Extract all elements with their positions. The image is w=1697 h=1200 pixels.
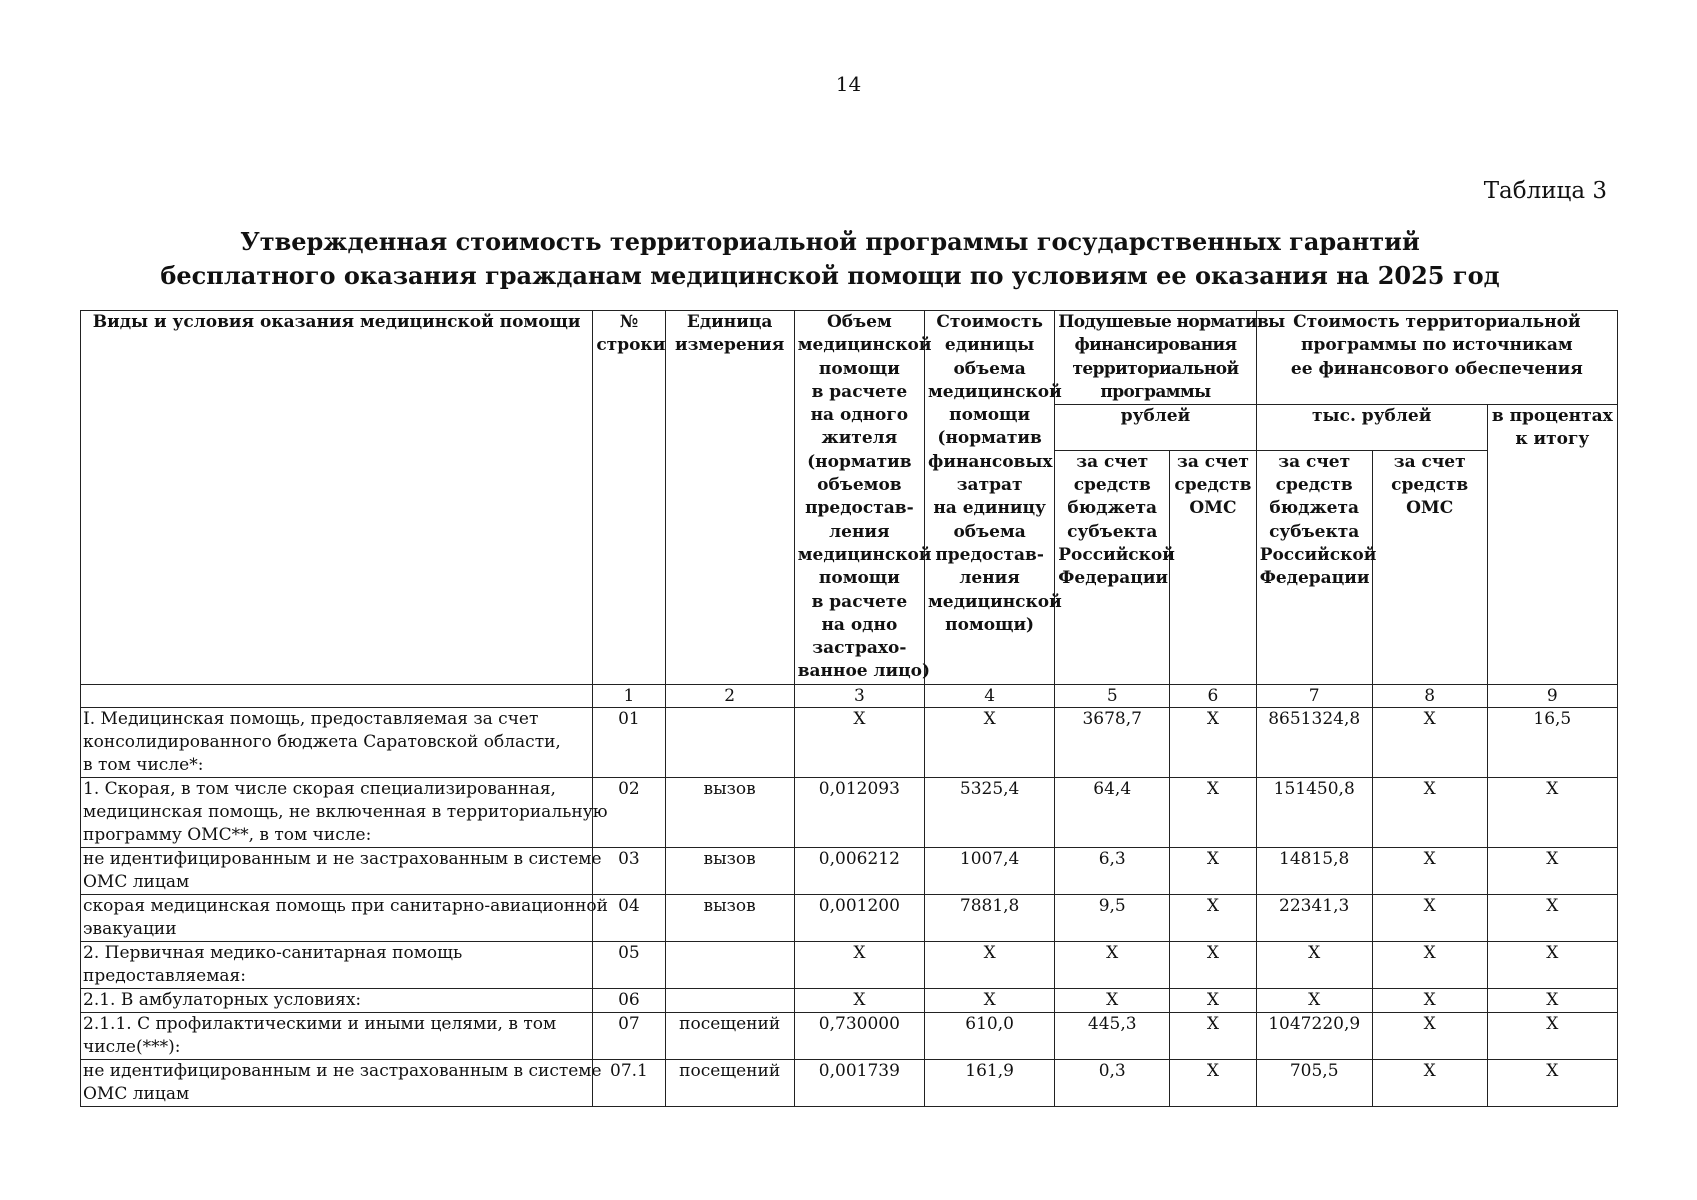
cost-table bbox=[80, 310, 1618, 1107]
header-line: Российской bbox=[1259, 544, 1377, 565]
row-name bbox=[81, 707, 593, 777]
header-line: измерения bbox=[674, 335, 785, 356]
row-name-line: ОМС лицам bbox=[83, 1083, 190, 1104]
header-volume bbox=[794, 311, 932, 685]
column-number: 2 bbox=[665, 684, 794, 707]
header-rubles: рублей bbox=[1055, 405, 1256, 451]
header-line: за счет bbox=[1076, 451, 1149, 472]
header-oms-percapita bbox=[1170, 450, 1256, 684]
table-row bbox=[81, 777, 1618, 847]
header-line: затрат bbox=[956, 475, 1023, 496]
cell-c5: 64,4 bbox=[1055, 777, 1170, 847]
column-number: 6 bbox=[1170, 684, 1256, 707]
header-budget-percapita bbox=[1055, 450, 1175, 684]
header-line: субъекта bbox=[1269, 521, 1360, 542]
cell-c7: 705,5 bbox=[1256, 1059, 1372, 1106]
header-row-number bbox=[593, 311, 665, 685]
row-name-line: 2.1. В амбулаторных условиях: bbox=[83, 989, 362, 1010]
header-line: медицинской bbox=[797, 335, 932, 356]
row-name-line: предоставляемая: bbox=[83, 965, 247, 986]
header-line: № bbox=[619, 312, 639, 332]
cell-c7: 22341,3 bbox=[1256, 894, 1372, 941]
cell-c3: Х bbox=[794, 941, 924, 988]
cell-c5: Х bbox=[1055, 941, 1170, 988]
header-line: объема bbox=[953, 521, 1026, 542]
row-name-line: скорая медицинская помощь при санитарно-авиационной bbox=[83, 895, 608, 916]
header-line: средств bbox=[1391, 475, 1469, 496]
row-name bbox=[81, 1012, 593, 1059]
document-title bbox=[0, 225, 1660, 293]
header-line: ления bbox=[959, 568, 1020, 589]
header-line: медицинской bbox=[928, 591, 1062, 612]
cell-row-no: 06 bbox=[593, 988, 665, 1012]
cell-c4: Х bbox=[925, 941, 1055, 988]
cell-c7: 1047220,9 bbox=[1256, 1012, 1372, 1059]
table-label: Таблица 3 bbox=[1483, 178, 1607, 204]
cell-c9: Х bbox=[1487, 894, 1617, 941]
row-name-line: I. Медицинская помощь, предоставляемая за счет bbox=[83, 708, 539, 729]
header-line: медицинской bbox=[797, 544, 932, 565]
cell-c8: Х bbox=[1372, 894, 1487, 941]
cell-unit: вызов bbox=[665, 777, 794, 847]
header-line: на одного bbox=[810, 405, 909, 426]
header-line: Объем bbox=[826, 312, 892, 332]
header-line: средств bbox=[1174, 475, 1252, 496]
cell-c6: Х bbox=[1170, 1059, 1256, 1106]
column-number bbox=[81, 684, 593, 707]
header-line: финансирования bbox=[1074, 335, 1237, 356]
cell-c5: Х bbox=[1055, 988, 1170, 1012]
header-line: бюджета bbox=[1269, 498, 1360, 519]
header-budget-program bbox=[1256, 450, 1377, 684]
row-name-line: ОМС лицам bbox=[83, 871, 190, 892]
table-row bbox=[81, 847, 1618, 894]
header-line: Стоимость территориальной bbox=[1293, 312, 1581, 332]
cell-c4: 161,9 bbox=[925, 1059, 1055, 1106]
cell-c9: Х bbox=[1487, 988, 1617, 1012]
table-row bbox=[81, 941, 1618, 988]
header-percapita-group bbox=[1055, 311, 1285, 405]
cell-c4: 1007,4 bbox=[925, 847, 1055, 894]
cell-c6: Х bbox=[1170, 707, 1256, 777]
cell-c5: 3678,7 bbox=[1055, 707, 1170, 777]
row-name bbox=[81, 894, 608, 941]
column-numbers-row bbox=[81, 684, 1618, 707]
cell-row-no: 01 bbox=[593, 707, 665, 777]
page-number: 14 bbox=[835, 72, 862, 96]
cell-c4: Х bbox=[925, 707, 1055, 777]
cell-unit: посещений bbox=[665, 1059, 794, 1106]
title-line: бесплатного оказания гражданам медицинской помощи по условиям ее оказания на 2025 год bbox=[160, 261, 1500, 290]
cell-c8: Х bbox=[1372, 1012, 1487, 1059]
header-line: на одно bbox=[821, 614, 898, 635]
header-thousand-rubles: тыс. рублей bbox=[1256, 405, 1487, 451]
header-unit-cost bbox=[925, 311, 1062, 685]
header-line: субъекта bbox=[1067, 521, 1158, 542]
header-line: ОМС bbox=[1189, 498, 1237, 519]
row-name bbox=[81, 988, 593, 1012]
column-number: 9 bbox=[1487, 684, 1617, 707]
header-line: средств bbox=[1073, 475, 1151, 496]
row-name-line: 1. Скорая, в том числе скорая специализированная, bbox=[83, 778, 556, 799]
header-line: жителя bbox=[821, 428, 898, 449]
header-line: Единица bbox=[686, 312, 773, 332]
cell-c5: 9,5 bbox=[1055, 894, 1170, 941]
header-line: строки bbox=[596, 335, 666, 356]
row-name-line: 2. Первичная медико-санитарная помощь bbox=[83, 942, 463, 963]
cell-unit bbox=[665, 707, 794, 777]
row-name-line: в том числе*: bbox=[83, 754, 204, 775]
cell-unit: вызов bbox=[665, 894, 794, 941]
header-line: ОМС bbox=[1406, 498, 1454, 519]
header-line: Стоимость bbox=[936, 312, 1043, 332]
cell-c4: 610,0 bbox=[925, 1012, 1055, 1059]
header-line: помощи bbox=[818, 568, 900, 589]
cell-row-no: 05 bbox=[593, 941, 665, 988]
cell-c4: 7881,8 bbox=[925, 894, 1055, 941]
cell-c7: Х bbox=[1256, 941, 1372, 988]
header-percent bbox=[1487, 405, 1617, 685]
header-line: застрахо- bbox=[812, 638, 907, 659]
header-line: ее финансового обеспечения bbox=[1290, 358, 1583, 379]
header-line: в расчете bbox=[811, 381, 908, 402]
column-number: 7 bbox=[1256, 684, 1372, 707]
cell-c9: Х bbox=[1487, 941, 1617, 988]
cell-c9: Х bbox=[1487, 777, 1617, 847]
cell-c4: 5325,4 bbox=[925, 777, 1055, 847]
row-name-line: программу ОМС**, в том числе: bbox=[83, 824, 372, 845]
row-name-line: консолидированного бюджета Саратовской области, bbox=[83, 731, 561, 752]
row-name-line: медицинская помощь, не включенная в территориальную bbox=[83, 801, 608, 822]
header-line: Федерации bbox=[1058, 568, 1169, 589]
cell-c6: Х bbox=[1170, 988, 1256, 1012]
cell-c9: Х bbox=[1487, 847, 1617, 894]
cell-unit: вызов bbox=[665, 847, 794, 894]
header-line: (норматив bbox=[937, 428, 1042, 449]
header-line: на единицу bbox=[933, 498, 1046, 519]
header-line: помощи bbox=[949, 405, 1031, 426]
header-line: территориальной bbox=[1072, 358, 1239, 379]
cell-c3: 0,001200 bbox=[794, 894, 924, 941]
cell-c8: Х bbox=[1372, 707, 1487, 777]
cell-unit bbox=[665, 988, 794, 1012]
title-line: Утвержденная стоимость территориальной программы государственных гарантий bbox=[240, 227, 1420, 256]
column-number: 8 bbox=[1372, 684, 1487, 707]
header-line: (норматив bbox=[807, 451, 912, 472]
cell-c8: Х bbox=[1372, 941, 1487, 988]
cell-c7: Х bbox=[1256, 988, 1372, 1012]
cell-row-no: 07.1 bbox=[593, 1059, 665, 1106]
cell-c5: 0,3 bbox=[1055, 1059, 1170, 1106]
header-line: предостав- bbox=[935, 544, 1044, 565]
cell-c9: Х bbox=[1487, 1059, 1617, 1106]
row-name-line: 2.1.1. С профилактическими и иными целями, в том bbox=[83, 1013, 557, 1034]
header-line: программы bbox=[1100, 381, 1211, 402]
header-name: Виды и условия оказания медицинской помощи bbox=[81, 311, 593, 685]
cell-c8: Х bbox=[1372, 847, 1487, 894]
cell-c6: Х bbox=[1170, 894, 1256, 941]
row-name-line: эвакуации bbox=[83, 918, 177, 939]
column-number: 5 bbox=[1055, 684, 1170, 707]
row-name bbox=[81, 941, 593, 988]
table-row bbox=[81, 988, 1618, 1012]
header-line: предостав- bbox=[805, 498, 914, 519]
cell-c3: 0,001739 bbox=[794, 1059, 924, 1106]
row-name bbox=[81, 777, 608, 847]
cell-c3: Х bbox=[794, 707, 924, 777]
cell-c3: 0,012093 bbox=[794, 777, 924, 847]
header-line: за счет bbox=[1278, 451, 1351, 472]
header-line: объема bbox=[953, 358, 1026, 379]
cell-c3: Х bbox=[794, 988, 924, 1012]
header-line: помощи bbox=[818, 358, 900, 379]
column-number: 3 bbox=[794, 684, 924, 707]
header-line: в процентах bbox=[1491, 406, 1613, 427]
table-row bbox=[81, 1012, 1618, 1059]
cell-c7: 8651324,8 bbox=[1256, 707, 1372, 777]
table-row bbox=[81, 894, 1618, 941]
header-line: за счет bbox=[1393, 451, 1466, 472]
cell-c7: 14815,8 bbox=[1256, 847, 1372, 894]
cell-c5: 445,3 bbox=[1055, 1012, 1170, 1059]
cell-row-no: 03 bbox=[593, 847, 665, 894]
cell-c6: Х bbox=[1170, 941, 1256, 988]
header-line: ванное лицо) bbox=[797, 661, 931, 682]
cell-c7: 151450,8 bbox=[1256, 777, 1372, 847]
header-line: Подушевые нормативы bbox=[1058, 312, 1285, 332]
cell-c3: 0,730000 bbox=[794, 1012, 924, 1059]
header-line: бюджета bbox=[1067, 498, 1158, 519]
cell-c9: Х bbox=[1487, 1012, 1617, 1059]
header-line: финансовых bbox=[928, 451, 1053, 472]
cell-unit: посещений bbox=[665, 1012, 794, 1059]
cell-c6: Х bbox=[1170, 847, 1256, 894]
row-name bbox=[81, 847, 602, 894]
cell-c5: 6,3 bbox=[1055, 847, 1170, 894]
header-line: средств bbox=[1275, 475, 1353, 496]
header-line: единицы bbox=[944, 335, 1035, 356]
cell-row-no: 07 bbox=[593, 1012, 665, 1059]
cell-c6: Х bbox=[1170, 1012, 1256, 1059]
header-line: Российской bbox=[1058, 544, 1175, 565]
header-line: к итогу bbox=[1515, 429, 1590, 450]
header-unit bbox=[665, 311, 794, 685]
column-number: 4 bbox=[925, 684, 1055, 707]
row-name-line: числе(***): bbox=[83, 1036, 181, 1057]
header-program-cost-group bbox=[1256, 311, 1617, 405]
cell-row-no: 04 bbox=[593, 894, 665, 941]
column-number: 1 bbox=[593, 684, 665, 707]
cell-c8: Х bbox=[1372, 1059, 1487, 1106]
cell-c3: 0,006212 bbox=[794, 847, 924, 894]
header-line: ления bbox=[829, 521, 890, 542]
header-line: Федерации bbox=[1259, 568, 1370, 589]
header-oms-program bbox=[1372, 450, 1487, 684]
header-line: за счет bbox=[1176, 451, 1249, 472]
cell-c8: Х bbox=[1372, 777, 1487, 847]
header-line: помощи) bbox=[945, 614, 1035, 635]
header-line: в расчете bbox=[811, 591, 908, 612]
row-name bbox=[81, 1059, 602, 1106]
cell-c8: Х bbox=[1372, 988, 1487, 1012]
cell-c4: Х bbox=[925, 988, 1055, 1012]
cell-unit bbox=[665, 941, 794, 988]
cell-c9: 16,5 bbox=[1487, 707, 1617, 777]
cell-c6: Х bbox=[1170, 777, 1256, 847]
table-row bbox=[81, 1059, 1618, 1106]
row-name-line: не идентифицированным и не застрахованным в системе bbox=[83, 1060, 602, 1081]
cell-row-no: 02 bbox=[593, 777, 665, 847]
table-row bbox=[81, 707, 1618, 777]
header-line: объемов bbox=[817, 475, 902, 496]
row-name-line: не идентифицированным и не застрахованным в системе bbox=[83, 848, 602, 869]
header-line: медицинской bbox=[928, 381, 1062, 402]
header-line: программы по источникам bbox=[1301, 335, 1573, 356]
